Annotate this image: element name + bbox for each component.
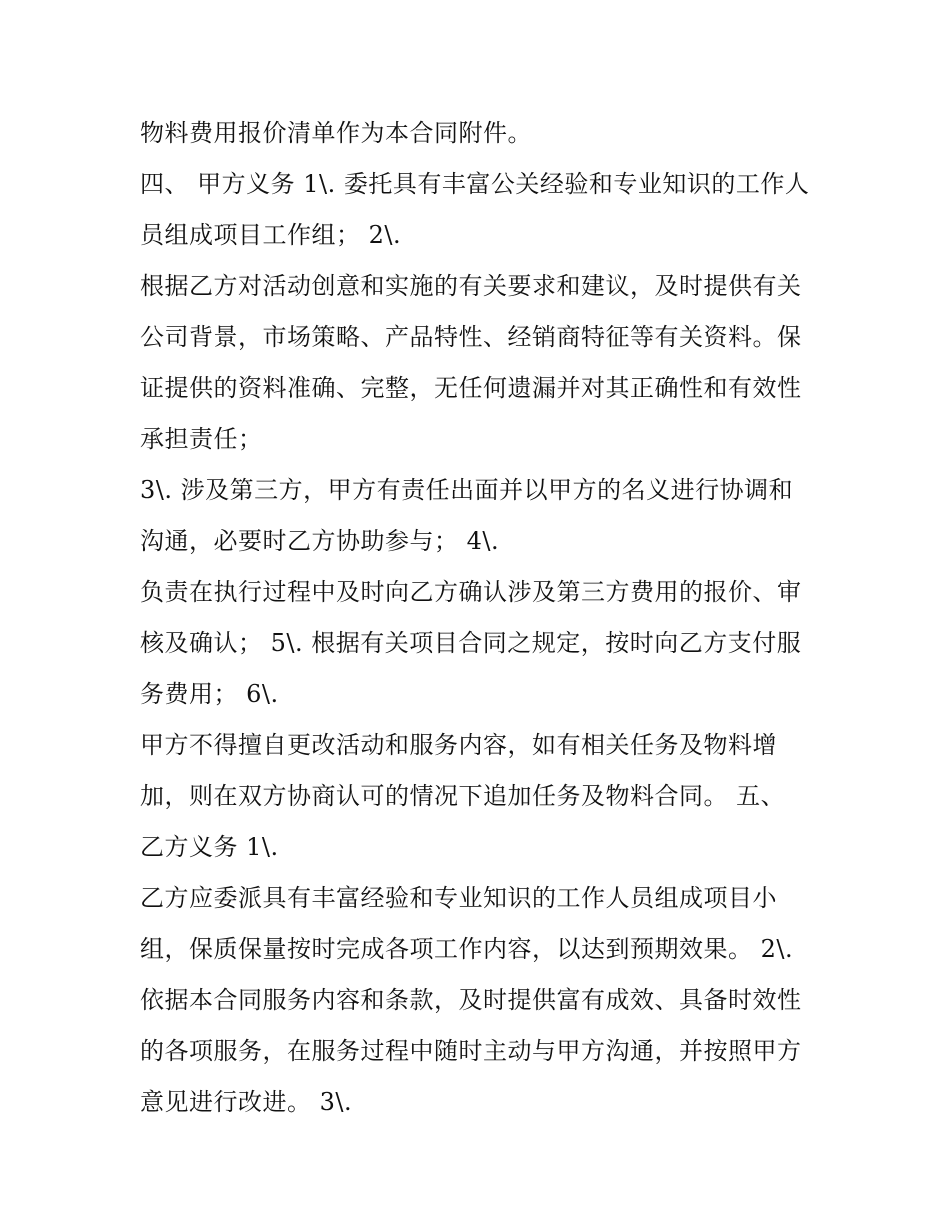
text-line: 根据乙方对活动创意和实施的有关要求和建议，及时提供有关 bbox=[140, 272, 802, 300]
text-line: 证提供的资料准确、完整，无任何遗漏并对其正确性和有效性 bbox=[140, 374, 802, 402]
text-line: 乙方应委派具有丰富经验和专业知识的工作人员组成项目小 bbox=[140, 884, 777, 912]
text-line: 乙方义务 1\. bbox=[140, 833, 279, 861]
text-line: 物料费用报价清单作为本合同附件。 bbox=[140, 119, 532, 147]
text-line: 依据本合同服务内容和条款，及时提供富有成效、具备时效性 bbox=[140, 986, 802, 1014]
document-body bbox=[140, 108, 820, 1128]
text-line: 务费用； 6\. bbox=[140, 680, 279, 708]
text-line: 意见进行改进。 3\. bbox=[140, 1088, 353, 1116]
text-line: 员组成项目工作组； 2\. bbox=[140, 221, 402, 249]
text-line: 承担责任； bbox=[140, 425, 263, 453]
text-line: 负责在执行过程中及时向乙方确认涉及第三方费用的报价、审 bbox=[140, 578, 802, 606]
text-line: 的各项服务，在服务过程中随时主动与甲方沟通，并按照甲方 bbox=[140, 1037, 802, 1065]
text-line: 组，保质保量按时完成各项工作内容，以达到预期效果。 2\. bbox=[140, 935, 794, 963]
text-line: 加，则在双方协商认可的情况下追加任务及物料合同。 五、 bbox=[140, 782, 786, 810]
text-line: 甲方不得擅自更改活动和服务内容，如有相关任务及物料增 bbox=[140, 731, 777, 759]
text-line: 3\. 涉及第三方，甲方有责任出面并以甲方的名义进行协调和 bbox=[140, 476, 794, 504]
text-line: 四、 甲方义务 1\. 委托具有丰富公关经验和专业知识的工作人 bbox=[140, 170, 810, 198]
text-line: 沟通，必要时乙方协助参与； 4\. bbox=[140, 527, 500, 555]
text-line: 公司背景，市场策略、产品特性、经销商特征等有关资料。保 bbox=[140, 323, 802, 351]
text-line: 核及确认； 5\. 根据有关项目合同之规定，按时向乙方支付服 bbox=[140, 629, 802, 657]
